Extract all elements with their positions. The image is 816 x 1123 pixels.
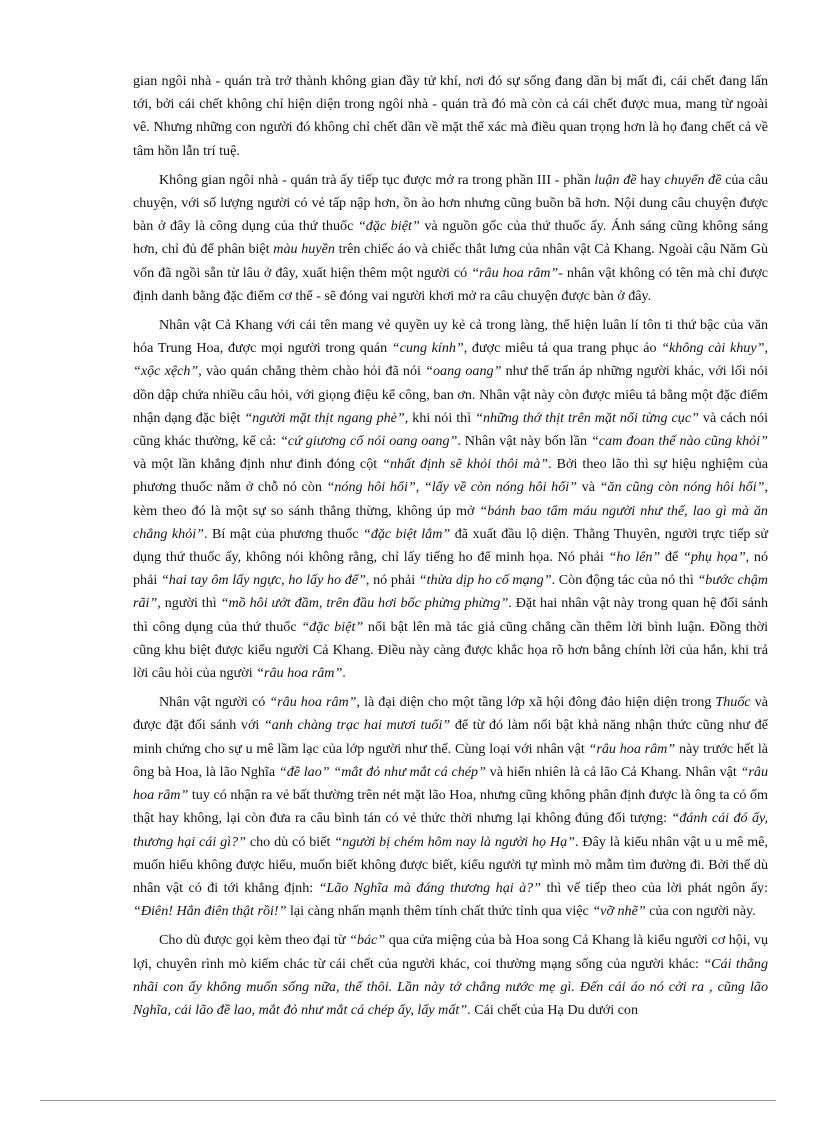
paragraph-3 (133, 314, 768, 685)
text-run: như thể trấn áp những người khác, với lối nói dồn dập chứa nhiều câu hỏi, với giọng điệu kể công, ban ơn. Nhân vật này còn được miêu tả bằng một đặc điểm nhận dạng đặc biệt (133, 363, 769, 426)
text-run: Nhân vật Cả Khang với cái tên mang vẻ quyền uy kẻ cả trong làng, thể hiện luân lí tôn ti thứ bậc của văn hóa Trung Hoa, được mọi người trong quán (133, 317, 768, 357)
text-run: - nhân vật không có tên mà chỉ được định danh bằng đặc điểm cơ thể - sẽ đóng vai người khơi mở ra câu chuyện được bàn ở đây. (133, 264, 768, 304)
italic-quote: “bác” (349, 932, 386, 949)
italic-quote: “phụ họa” (682, 549, 746, 566)
italic-quote: “người bị chém hôm nay là người họ Hạ” (334, 833, 575, 850)
paragraph-4 (133, 691, 768, 923)
italic-quote: “râu hoa râm” (588, 740, 676, 757)
text-run: , được miêu tả qua trang phục áo (463, 340, 662, 357)
text-run: . Bởi theo lão thì sự hiệu nghiệm của phương thuốc nằm ở chỗ nó còn (133, 456, 768, 496)
text-run: của con người này. (645, 903, 756, 920)
text-run: . Đặt hai nhân vật này trong quan hệ đối sánh thì công dụng của thứ thuốc (133, 595, 768, 635)
italic-quote: Thuốc (715, 694, 751, 711)
italic-quote: “râu hoa râm” (471, 264, 559, 281)
italic-quote: chuyển đề (664, 171, 722, 188)
italic-quote: “đặc biệt” (301, 618, 364, 635)
text-run: , (764, 340, 768, 357)
text-run: . (342, 665, 346, 682)
italic-quote: “bánh bao tẩm máu người như thế, lao gì mà ăn chẳng khỏi” (133, 502, 768, 542)
text-run: này trước hết là ông bà Hoa, là lão Nghĩa (133, 740, 769, 780)
italic-quote: “thừa dịp ho cố mạng” (418, 572, 552, 589)
text-run: và một lần khẳng định như đinh đóng cột (133, 456, 383, 473)
italic-quote: “anh chàng trạc hai mươi tuổi” (263, 717, 451, 734)
text-run: , là đại diện cho một tầng lớp xã hội đông đảo hiện diện trong (356, 694, 716, 711)
italic-quote: “đặc biệt” (357, 218, 420, 235)
text-run: đã xuất đầu lộ diện. Thằng Thuyên, người trực tiếp sử dụng thứ thuốc ấy, không nói không rằng, chỉ lấy tiếng ho để minh họa. Nó phải (133, 525, 769, 566)
italic-quote: màu huyền (273, 241, 335, 258)
text-run: cho dù có biết (245, 833, 335, 850)
paragraph-5 (133, 929, 768, 1022)
italic-quote: “râu hoa râm” (133, 763, 768, 804)
paragraph-2 (133, 169, 768, 308)
text-run: . Cái chết của Hạ Du dưới con (467, 1001, 639, 1018)
italic-quote: “cung kính” (391, 340, 464, 357)
text-run: và cách nói cũng khác thường, kể cả: (133, 409, 769, 450)
text-run: nổi bật lên mà tác giả cũng chẳng cần thêm lời bình luận. Đồng thời cũng khu biệt được kiểu người Cả Khang. Điều này càng được khắc họa rõ hơn bằng chính lời của hắn, khi trả lời câu hỏi của người (133, 618, 768, 682)
text-run: . Còn động tác của nó thì (551, 572, 698, 589)
italic-quote: “xộc xệch” (133, 363, 199, 380)
italic-quote: “mồ hôi ướt đầm, trên đầu hơi bốc phừng phừng” (220, 595, 509, 612)
text-run: và (577, 479, 600, 496)
text-run: . Đây là kiểu nhân vật u u mê mê, muốn hiểu không được hiểu, muốn biết không được biết, kiểu người tự mình mò mẫm tìm đường đi. Bởi thế dù nhân vật có đi tới khẳng định: (133, 833, 768, 896)
paragraph-1 (133, 70, 768, 163)
text-run: qua cửa miệng của bà Hoa song Cả Khang là kiểu người cơ hội, vụ lợi, chuyên rình mò kiếm chác từ cái chết của người khác, coi thường mạng sống của người khác: (133, 932, 768, 972)
italic-quote: “đánh cái đó ấy, thương hại cái gì?” (133, 810, 768, 850)
text-run: trên chiếc áo và chiếc thắt lưng của nhân vật Cả Khang. Ngoài cậu Năm Gù vốn đã ngồi sẵn từ lâu ở đây, xuất hiện thêm một người có (133, 241, 769, 281)
text-run: Nhân vật người có (159, 694, 270, 711)
italic-quote: “mắt đỏ như mắt cá chép” (333, 763, 486, 780)
text-run: để từ đó làm nổi bật khả năng nhận thức cũng như để minh chứng cho sự u mê lầm lạc của lớp người như thế. Cùng loại với nhân vật (133, 717, 768, 757)
text-run: hay (636, 171, 665, 188)
text-run: và nguồn gốc của thứ thuốc ấy. Ánh sáng cũng không sáng hơn, chỉ đủ để phân biệt (133, 218, 768, 258)
italic-quote: “cam đoan thế nào cũng khỏi” (590, 433, 768, 450)
text-run: , (415, 479, 424, 496)
italic-quote: “râu hoa râm” (269, 694, 357, 711)
italic-quote: “vỡ nhẽ” (592, 903, 646, 920)
italic-quote: “cứ giương cổ nói oang oang” (280, 433, 458, 450)
text-run: Không gian ngôi nhà - quán trà ấy tiếp tục được mở ra trong phần III - phần (159, 171, 595, 188)
text-run: , nó phải (133, 549, 768, 589)
italic-quote: “không cài khuy” (661, 340, 765, 357)
text-run: tuy có nhận ra vẻ bất thường trên nét mặt lão Hoa, nhưng cũng không phân định được là ông ta có ốm thật hay không, lại còn đưa ra câu bình tán có vẻ thức thời nhưng lại không đúng đối tượng: (133, 787, 768, 827)
italic-quote: “đặc biệt lắm” (362, 525, 451, 542)
italic-quote: “đề lao” (278, 763, 330, 780)
text-run: , vào quán chẳng thèm chào hỏi đã nói (198, 363, 426, 380)
italic-quote: “Lão Nghĩa mà đáng thương hại à?” (318, 879, 542, 896)
italic-quote: luận đề (594, 171, 637, 188)
text-run: của câu chuyện, với số lượng người có vẻ tấp nập hơn, ồn ào hơn nhưng cũng buồn bã hơn. Nội dung câu chuyện được bàn ở đây là công dụng của thứ thuốc (133, 171, 768, 235)
text-run: gian ngôi nhà - quán trà trở thành không gian đầy tử khí, nơi đó sự sống đang dần bị mất đi, cái chết đang lấn tới, bởi cái chết không chỉ hiện diện trong ngôi nhà - quán trà đó mà còn cả cái chết được mua, mang từ ngoài vê. Nhưng những con người đó không chỉ chết dần về mặt thể xác mà điều quan trọng hơn là họ đang chết cả về tâm hồn lẫn trí tuệ. (133, 73, 768, 159)
text-run: . Nhân vật này bốn lần (457, 433, 591, 450)
italic-quote: “oang oang” (425, 363, 502, 380)
italic-quote: “nóng hôi hổi” (326, 479, 416, 496)
text-run: , người thì (157, 595, 221, 612)
italic-quote: “những thớ thịt trên mặt nổi từng cục” (475, 409, 699, 426)
text-run: , kèm theo đó là một sự so sánh thẳng thừng, không úp mở (133, 479, 769, 519)
text-run: để (660, 549, 683, 566)
italic-quote: “lấy về còn nóng hôi hổi” (423, 479, 578, 496)
italic-quote: “Cái thằng nhãi con ấy không muốn sống nữa, thế thôi. Lần này tớ chẳng nước mẹ gì. Đến cái áo nó cởi ra , cũng lão Nghĩa, cái lão đề lao, mắt đỏ như mắt cá chép ấy, lấy mất” (133, 955, 769, 1018)
italic-quote: “hai tay ôm lấy ngực, ho lấy ho để” (160, 572, 366, 589)
text-run: thì vế tiếp theo của lời phát ngôn ấy: (541, 879, 768, 896)
text-run: và được đặt đối sánh với (133, 694, 769, 734)
text-run: , khi nói thì (404, 409, 476, 426)
text-run: lại càng nhấn mạnh thêm tính chất thức tỉnh qua việc (286, 903, 593, 920)
italic-quote: “nhất định sẽ khỏi thôi mà” (382, 456, 549, 473)
italic-quote: “bước chậm rãi” (133, 572, 768, 612)
italic-quote: “râu hoa râm” (256, 665, 343, 682)
page-bottom-divider (40, 1100, 776, 1101)
document-page (133, 70, 768, 1028)
italic-quote: “người mặt thịt ngang phè” (244, 409, 405, 426)
text-run: , nó phải (365, 572, 419, 589)
italic-quote: “ăn cũng còn nóng hôi hổi” (599, 479, 765, 496)
text-run: Cho dù được gọi kèm theo đại từ (159, 932, 350, 949)
text-run: . Bí mật của phương thuốc (204, 525, 363, 542)
italic-quote: “Điên! Hắn điên thật rồi!” (133, 903, 287, 920)
italic-quote: “ho lên” (608, 549, 661, 566)
text-run: và hiển nhiên là cả lão Cả Khang. Nhân vật (485, 763, 741, 780)
